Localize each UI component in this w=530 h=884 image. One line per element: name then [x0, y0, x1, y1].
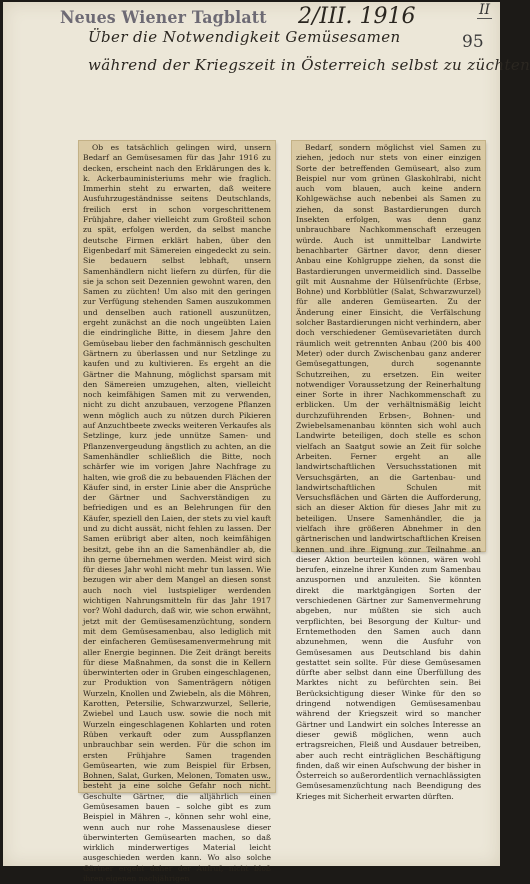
article-column-1	[83, 143, 271, 884]
page-number: 95	[462, 32, 484, 52]
sheet-number: II	[479, 2, 491, 18]
article-column-2-text: Bedarf, sondern möglichst viel Samen zu ziehen, jedoch nur stets von einer einzigen Sorte der betreffenden Gemüseart, also zum Beispiel nur vom grünen Glaskohlrabi, nicht auch vom blauen, auch keine andern Kohlgewächse auch nebenbei als Samen zu ziehen, da sonst Bastardierungen durch Insekten erfolgen, was denn ganz unbrauchbare Nachkommenschaft erzeugen würde. Auch ist unmittelbar Landwirte benachbarter Gärtner davor, denn dieser Anbau eine Kohlgruppe ziehen, da sonst die Bastardierungen unvermeidlich sind. Dasselbe gilt mit Ausnahme der Hülsenfrüchte (Erbse, Bohne) und Korbblütler (Salat, Schwarzwurzel) für alle anderen Gemüsearten. Zu der Änderung einer Einsicht, die Verfälschung solcher Bastardierungen nicht verhindern, aber doch verschiedener Gemüsevarietäten durch räumlich weit getrennten Anbau (200 bis 400 Meter) oder durch Zwischenbau ganz anderer Gemüsegattungen, durch sogenannte Schutzreihen, zu ersetzen. Ein weiter notwendiger Voraussetzung der Reinerhaltung einer Sorte in ihrer Nachkommenschaft zu erblicken. Um der verhältnismäßig leicht durchzuführenden Erbsen-, Bohnen- und Zwiebelsamenanbau könnten sich wohl auch Landwirte beteiligen, doch stelle es schon vielfach an Saatgut sowie an Zeit für solche Arbeiten. Ferner ergeht an alle landwirtschaftlichen Versuchsstationen mit Versuchsgärten, an die Gartenbau- und landwirtschaftlichen Schulen mit Versuchsflächen und Gärten die Aufforderung, sich an dieser Aktion für dieses Jahr mit zu beteiligen. Unsere Samenhändler, die ja vielfach ihre größeren Abnehmer in den gärtnerischen und landwirtschaftlichen Kreisen kennen und ihre Eignung zur Teilnahme an dieser Aktion beurteilen können, wären wohl berufen, einzelne ihrer Kunden zum Samenbau anzuspornen und anzuleiten. Sie könnten direkt die marktgängigen Sorten der verschiedenen Gärtner zur Samenvermehrung abgeben, nur müßten sie sich auch verpflichten, bei Besorgung der Kultur- und Erntemethoden den Samen auch dann abzunehmen, wenn die Ausfuhr von Gemüsesamen aus Deutschland bis dahin gestattet sein sollte. Für diese Gemüsesamen dürfte aber selbst dann eine Überfüllung des Marktes nicht zu befürchten sein. Bei Berücksichtigung dieser Winke für den so dringend notwendigen Gemüsesamenbau während der Kriegszeit wird so mancher Gärtner und Landwirt ein solches Interesse an dieser gewiß möglichen, wenn auch ertragsreichen, Fleiß und Ausdauer betreiben, aber auch recht einträglichen Beschäftigung finden, daß wir einen Aufschwung der bisher in Österreich so außerordentlich vernachlässigten Gemüsesamenzüchtung nach Beendigung des Krieges mit Sicherheit erwarten dürften.	[296, 143, 481, 801]
handwritten-date: 2/III. 1916	[298, 4, 416, 29]
strikethrough-line	[83, 780, 270, 781]
handwritten-title-line-2: während der Kriegszeit in Österreich selbst zu züchten	[88, 56, 530, 74]
article-column-1-text: Ob es tatsächlich gelingen wird, unsern Bedarf an Gemüsesamen für das Jahr 1916 zu decken, erscheint nach den Erklärungen des k. k. Ackerbauministeriums mehr wie fraglich. Immerhin steht zu erwarten, daß weitere Ausfuhrzugeständnisse seitens Deutschlands, freilich erst in schon vorgeschrittenem Frühjahre, daher vielleicht zum Großteil schon zu spät, erfolgen werden, da selbst manche deutsche Firmen erklärt haben, über den Eigenbedarf mit Sämereien eingedeckt zu sein. Sie bedauern selbst lebhaft, unsern Samenhändlern nicht liefern zu dürfen, für die sie ja schon seit Dezennien gewohnt waren, den Samen zu züchten! Um also mit den geringen zur Verfügung stehenden Samen auszukommen und denselben auch rationell auszunützen, ergeht zunächst an die noch ungeübten Laien die eindringliche Bitte, in diesem Jahre den Gemüsebau lieber den fachmännisch geschulten Gärtnern zu überlassen und nur Setzlinge zu kaufen und zu kultivieren. Es ergeht an die Gärtner die Mahnung, möglichst sparsam mit den Sämereien umzugehen, alten, vielleicht noch keimfähigen Samen mit zu verwenden, nicht zu dicht anzubauen, verzogene Pflanzen wenn möglich auch zu nützen durch Pikieren auf Anzuchtbeete zwecks weiteren Verkaufes als Setzlinge, kurz jede unnütze Samen- und Pflanzenvergeudung ängstlich zu achten, an die Samenhändler schließlich die Bitte, noch schärfer wie im vorigen Jahre Nachfrage zu halten, wie groß die zu bebauenden Flächen der Käufer sind, in erster Linie aber die Ansprüche der Gärtner und Sachverständigen zu befriedigen und es an Belehrungen für den Käufer, speziell den Laien, der stets zu viel kauft und zu dicht aussät, nicht fehlen zu lassen. Der Samen erübrigt aber alten, noch keimfähigen besitzt, gebe ihn an die Samenhändler ab, die ihn gerne übernehmen werden. Meist wird sich für dieses Jahr wohl nicht mehr tun lassen. Wie bezugen wir aber dem Mangel an diesen sonst auch noch viel lustspieliger werdenden wichtigen Nahrungsmitteln für das Jahr 1917 vor? Wohl dadurch, daß wir, wie schon erwähnt, jetzt mit der Gemüsesamenzüchtung, sondern mit dem Gemüsesamenbau, also lediglich mit der einfacheren Gemüsesamenvermehrung mit aller Energie beginnen. Die Zeit drängt bereits für diese Maßnahmen, da sonst die in Kellern überwinterten oder in Gruben eingeschlagenen, zur Produktion von Samenträgern nötigen Wurzeln, Knollen und Zwiebeln, als die Möhren, Karotten, Petersilie, Schwarzwurzel, Sellerie, Zwiebel und Lauch usw. sowie die noch mit Wurzeln eingeschlagenen Kohlarten und roten Rüben verkauft oder zum Ausspflanzen unbrauchbar sein werden. Für die schon im ersten Frühjahre Samen tragenden Gemüsearten, wie zum Beispiel für Erbsen, Bohnen, Salat, Gurken, Melonen, Tomaten usw., besteht ja eine solche Gefahr noch nicht. Geschulte Gärtner, die alljährlich einen Gemüsesamen bauen – solche gibt es zum Beispiel in Mähren –, können sehr wohl eine, wenn auch nur rohe Massenauslese dieser überwinterten Gemüsearten machen, so daß wirklich minderwertiges Material leicht ausgeschieden werden kann. Wo also solche Gärtner ergeht daher der Aufruf, nicht bloß ihren eigenen nachjährigen	[83, 143, 271, 884]
newspaper-masthead: Neues Wiener Tagblatt	[60, 8, 267, 28]
article-column-2	[296, 143, 481, 801]
handwritten-title-line-1: Über die Notwendigkeit Gemüsesamen	[88, 28, 401, 46]
